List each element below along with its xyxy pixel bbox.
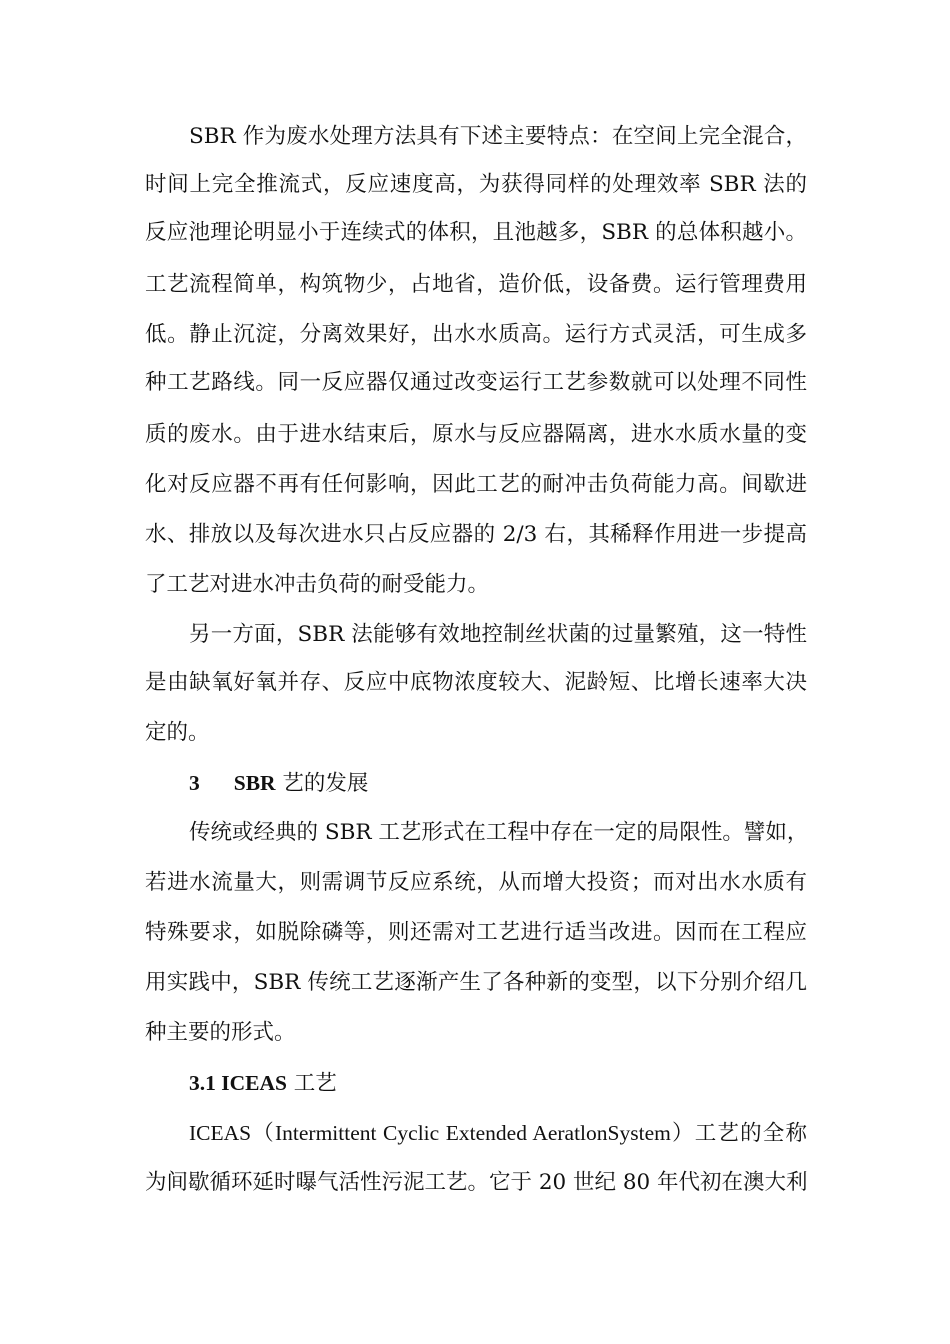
section-3-title-rest: 艺的发展	[275, 771, 369, 796]
paragraph-4-line-2: 为间歇循环延时曝气活性污泥工艺。它于 20 世纪 80 年代初在澳大利	[145, 1170, 808, 1195]
paragraph-2-line-2: 是由缺氧好氧并存、反应中底物浓度较大、泥龄短、比增长速率大决	[145, 670, 807, 695]
paragraph-1-line-3: 反应池理论明显小于连续式的体积，且池越多，SBR 的总体积越小。	[145, 220, 807, 245]
section-3-1-heading	[189, 1058, 337, 1108]
paragraph-3-line-5: 种主要的形式。	[145, 1020, 296, 1045]
paragraph-2-line-1: 另一方面，SBR 法能够有效地控制丝状菌的过量繁殖，这一特性	[189, 622, 807, 647]
section-3-1-title-bold: 3.1 ICEAS	[189, 1071, 287, 1095]
paragraph-4-line-1: ICEAS（Intermittent Cyclic Extended AeratlonSystem）工艺的全称	[189, 1121, 807, 1145]
section-3-heading	[189, 758, 368, 808]
paragraph-1-line-9: 水、排放以及每次进水只占反应器的 2/3 右，其稀释作用进一步提高	[145, 522, 807, 547]
section-3-number: 3	[189, 771, 200, 795]
paragraph-1-line-8: 化对反应器不再有任何影响，因此工艺的耐冲击负荷能力高。间歇进	[145, 472, 807, 497]
paragraph-2-line-3: 定的。	[145, 720, 210, 745]
paragraph-1-line-7: 质的废水。由于进水结束后，原水与反应器隔离，进水水质水量的变	[145, 422, 807, 447]
paragraph-1-line-1: SBR 作为废水处理方法具有下述主要特点：在空间上完全混合，	[189, 124, 807, 149]
section-3-1-title-rest: 工艺	[286, 1071, 337, 1096]
paragraph-1-line-6: 种工艺路线。同一反应器仅通过改变运行工艺参数就可以处理不同性	[145, 370, 807, 395]
paragraph-3-line-1: 传统或经典的 SBR 工艺形式在工程中存在一定的局限性。譬如，	[189, 820, 809, 845]
paragraph-1-line-5: 低。静止沉淀，分离效果好，出水水质高。运行方式灵活，可生成多	[145, 322, 807, 347]
paragraph-1-line-4: 工艺流程简单，构筑物少，占地省，造价低，设备费。运行管理费用	[145, 272, 807, 297]
paragraph-3-line-4: 用实践中，SBR 传统工艺逐渐产生了各种新的变型，以下分别介绍几	[145, 970, 807, 995]
section-3-title-bold: SBR	[233, 771, 276, 795]
paragraph-1-line-10: 了工艺对进水冲击负荷的耐受能力。	[145, 572, 490, 597]
paragraph-3-line-3: 特殊要求，如脱除磷等，则还需对工艺进行适当改进。因而在工程应	[145, 920, 807, 945]
paragraph-1-line-2: 时间上完全推流式，反应速度高，为获得同样的处理效率 SBR 法的	[145, 172, 807, 197]
paragraph-3-line-2: 若进水流量大，则需调节反应系统，从而增大投资；而对出水水质有	[145, 870, 807, 895]
